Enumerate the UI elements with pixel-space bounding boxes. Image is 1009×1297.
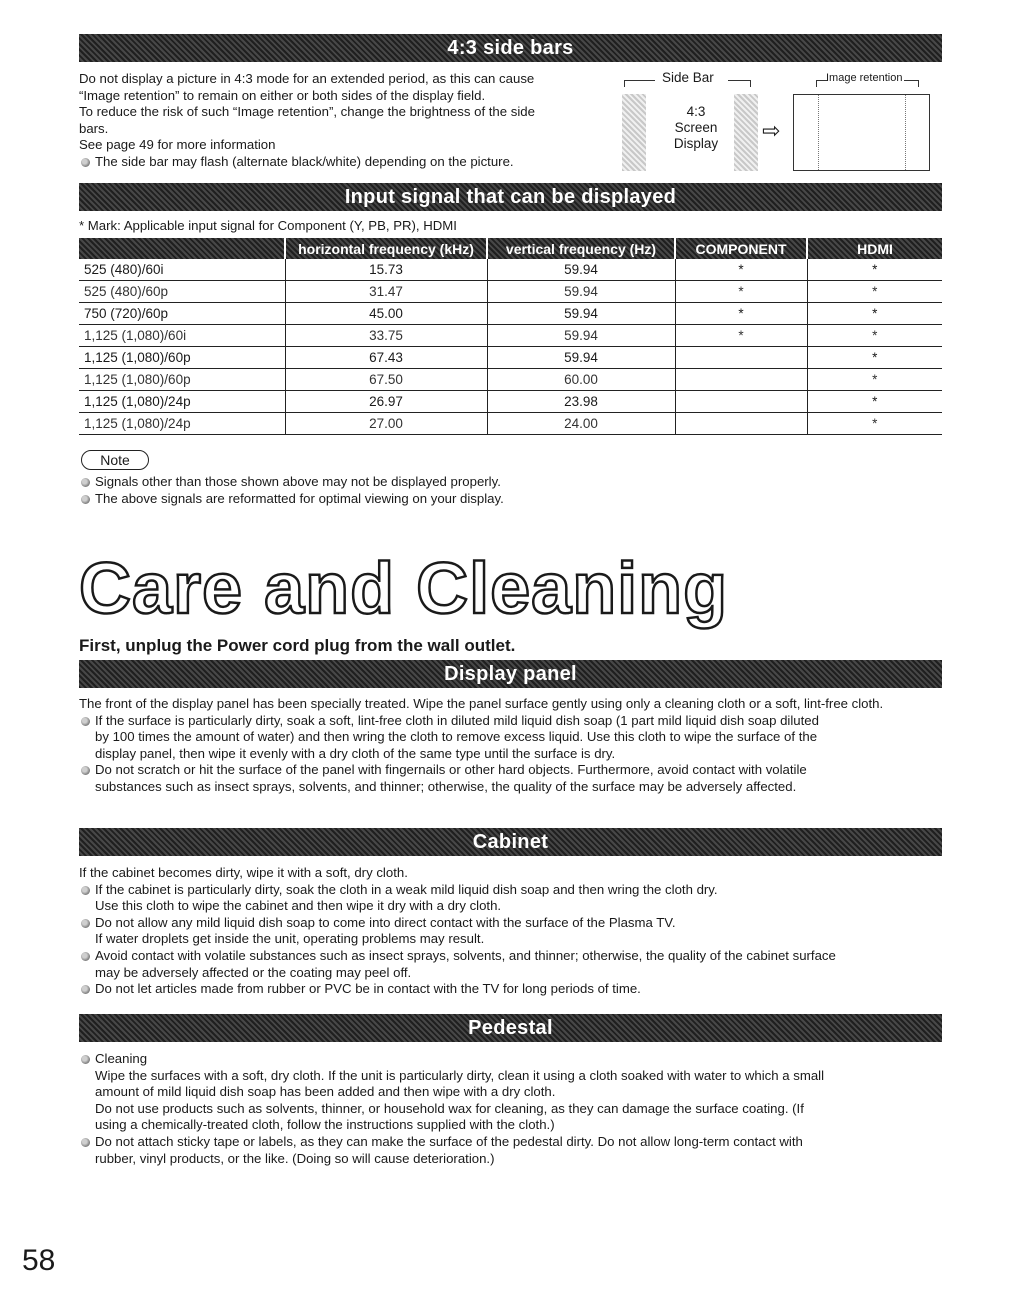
bullet-item [79,1134,941,1167]
input-signal-table [79,238,942,435]
text-line: If the surface is particularly dirty, soak a soft, lint-free cloth in diluted mild liquid dish soap (1 part mild liquid dish soap diluted [95,712,819,728]
table-cell [675,369,807,391]
bullet-item [79,981,941,998]
paragraph: The front of the display panel has been specially treated. Wipe the panel surface gently using only a cleaning cloth or a soft, lint-free cloth. [79,696,884,711]
side-bars-text [79,71,609,171]
section-heading-pedestal: Pedestal [79,1014,942,1042]
mark-note: * Mark: Applicable input signal for Component (Y, PB, PR), HDMI [79,218,457,233]
bullet-item [79,882,941,915]
bracket-right [904,80,919,87]
table-row [79,347,942,369]
text-line: may be adversely affected or the coating may peel off. [95,964,412,980]
table-cell: 59.94 [487,281,675,303]
page-title: Care and Cleaning [79,549,729,629]
table-row [79,391,942,413]
table-cell: * [807,325,942,347]
side-bar-diagram [612,70,942,175]
bullet-item [79,948,941,981]
text-line: Do not use products such as solvents, thinner, or household wax for cleaning, as they can damage the surface coating. (If [95,1100,804,1116]
column-header: COMPONENT [675,238,807,259]
table-row [79,369,942,391]
image-retention-label: Image retention [826,72,903,84]
text-line: Use this cloth to wipe the cabinet and then wipe it dry with a dry cloth. [95,898,502,914]
side-bar-label: Side Bar [662,70,714,85]
table-cell: * [675,325,807,347]
column-header [79,238,285,259]
table-cell: 67.43 [285,347,487,369]
table-cell: * [807,281,942,303]
table-cell: * [807,369,942,391]
section-heading-input-signal: Input signal that can be displayed [79,183,942,211]
text-line: display panel, then wipe it evenly with a dry cloth of the same type until the surface is dry. [95,745,616,761]
screen-label-line: 4:3 [686,104,706,119]
bullet-item: The above signals are reformatted for optimal viewing on your display. [79,491,939,508]
section-heading-cabinet: Cabinet [79,828,942,856]
table-cell: * [807,391,942,413]
text-line: Avoid contact with volatile substances such as insect sprays, solvents, and thinner; otherwise, the quality of the cabinet surface [95,947,836,963]
bullet-item [79,713,941,763]
cabinet-text [79,865,941,998]
bullet-item [79,1051,941,1134]
table-cell: 59.94 [487,347,675,369]
text-line: rubber, vinyl products, or the like. (Doing so will cause deterioration.) [95,1150,495,1166]
retention-line [818,95,819,170]
text-line: Do not attach sticky tape or labels, as they can make the surface of the pedestal dirty. Do not allow long-term contact with [95,1133,803,1149]
bullet-item: The side bar may flash (alternate black/white) depending on the picture. [79,154,609,171]
table-cell: * [675,259,807,281]
retention-line [905,95,906,170]
display-panel-text [79,696,941,796]
table-cell: 67.50 [285,369,487,391]
table-row [79,281,942,303]
table-cell: * [807,413,942,435]
table-cell: 1,125 (1,080)/60p [79,369,285,391]
paragraph: If the cabinet becomes dirty, wipe it with a soft, dry cloth. [79,865,408,880]
bullet-item: Signals other than those shown above may not be displayed properly. [79,474,939,491]
table-header-row [79,238,942,259]
text-line: bars. [79,120,109,136]
table-cell: 525 (480)/60i [79,259,285,281]
table-cell: 15.73 [285,259,487,281]
bullet-item [79,915,941,948]
table-cell: 26.97 [285,391,487,413]
column-header: vertical frequency (Hz) [487,238,675,259]
text-line: using a chemically-treated cloth, follow the instructions supplied with the cloth.) [95,1117,555,1133]
table-cell: * [675,281,807,303]
table-cell: 1,125 (1,080)/24p [79,391,285,413]
text-line: To reduce the risk of such “Image retention”, change the brightness of the side [79,104,535,120]
bracket-left [624,80,655,87]
table-cell [675,347,807,369]
table-row [79,303,942,325]
text-line: substances such as insect sprays, solvents, and thinner; otherwise, the quality of the surface may be adversely affected. [95,778,797,794]
table-cell: * [807,347,942,369]
text-line: Do not display a picture in 4:3 mode for an extended period, as this can cause [79,71,535,86]
table-cell: 1,125 (1,080)/60i [79,325,285,347]
bullet-item [79,762,941,795]
text-line: by 100 times the amount of water) and then wring the cloth to remove excess liquid. Use this cloth to wipe the surface of the [95,729,818,745]
text-line: “Image retention” to remain on either or both sides of the display field. [79,87,486,103]
table-cell: 525 (480)/60p [79,281,285,303]
text-line: Do not scratch or hit the surface of the panel with fingernails or other hard objects. Furthermore, avoid contact with volatile [95,762,807,778]
text-line: See page 49 for more information [79,137,276,153]
signal-notes [79,474,939,507]
section-heading-side-bars: 4:3 side bars [79,34,942,62]
table-cell [675,413,807,435]
table-cell: * [675,303,807,325]
screen-label-line: Display [673,136,719,151]
screen-label-line: Screen [674,120,718,135]
table-cell: 1,125 (1,080)/60p [79,347,285,369]
text-line: If water droplets get inside the unit, operating problems may result. [95,931,485,947]
text-line: Do not allow any mild liquid dish soap to come into direct contact with the surface of the Plasma TV. [95,914,676,930]
table-cell [675,391,807,413]
table-cell: 27.00 [285,413,487,435]
table-cell: * [807,259,942,281]
table-cell: 60.00 [487,369,675,391]
page-number: 58 [22,1244,56,1277]
table-cell: 24.00 [487,413,675,435]
table-cell: 45.00 [285,303,487,325]
note-label: Note [81,450,149,470]
table-cell: 1,125 (1,080)/24p [79,413,285,435]
table-row [79,259,942,281]
bracket-right [728,80,751,87]
pedestal-text [79,1051,941,1167]
side-bar-right [734,94,758,171]
table-cell: 59.94 [487,303,675,325]
table-row [79,325,942,347]
text-line: If the cabinet is particularly dirty, soak the cloth in a weak mild liquid dish soap and then wring the cloth dry. [95,881,718,897]
column-header: HDMI [807,238,942,259]
text-line: Do not let articles made from rubber or PVC be in contact with the TV for long periods of time. [95,981,641,997]
table-cell: 59.94 [487,325,675,347]
table-cell: 31.47 [285,281,487,303]
table-row [79,413,942,435]
text-line: amount of mild liquid dish soap has been added and then wipe with a dry cloth. [95,1084,556,1100]
text-line: Cleaning [95,1051,148,1066]
text-line: Wipe the surfaces with a soft, dry cloth. If the unit is particularly dirty, clean it using a cloth soaked with water to which a small [95,1067,825,1083]
screen-label [666,104,726,152]
page-subtitle: First, unplug the Power cord plug from the wall outlet. [79,636,516,655]
table-cell: 750 (720)/60p [79,303,285,325]
table-cell: 23.98 [487,391,675,413]
section-heading-display-panel: Display panel [79,660,942,688]
column-header: horizontal frequency (kHz) [285,238,487,259]
right-arrow-icon: ⇨ [762,118,781,143]
table-cell: 59.94 [487,259,675,281]
image-retention-screen [793,94,930,171]
table-cell: * [807,303,942,325]
side-bar-left [622,94,646,171]
table-cell: 33.75 [285,325,487,347]
